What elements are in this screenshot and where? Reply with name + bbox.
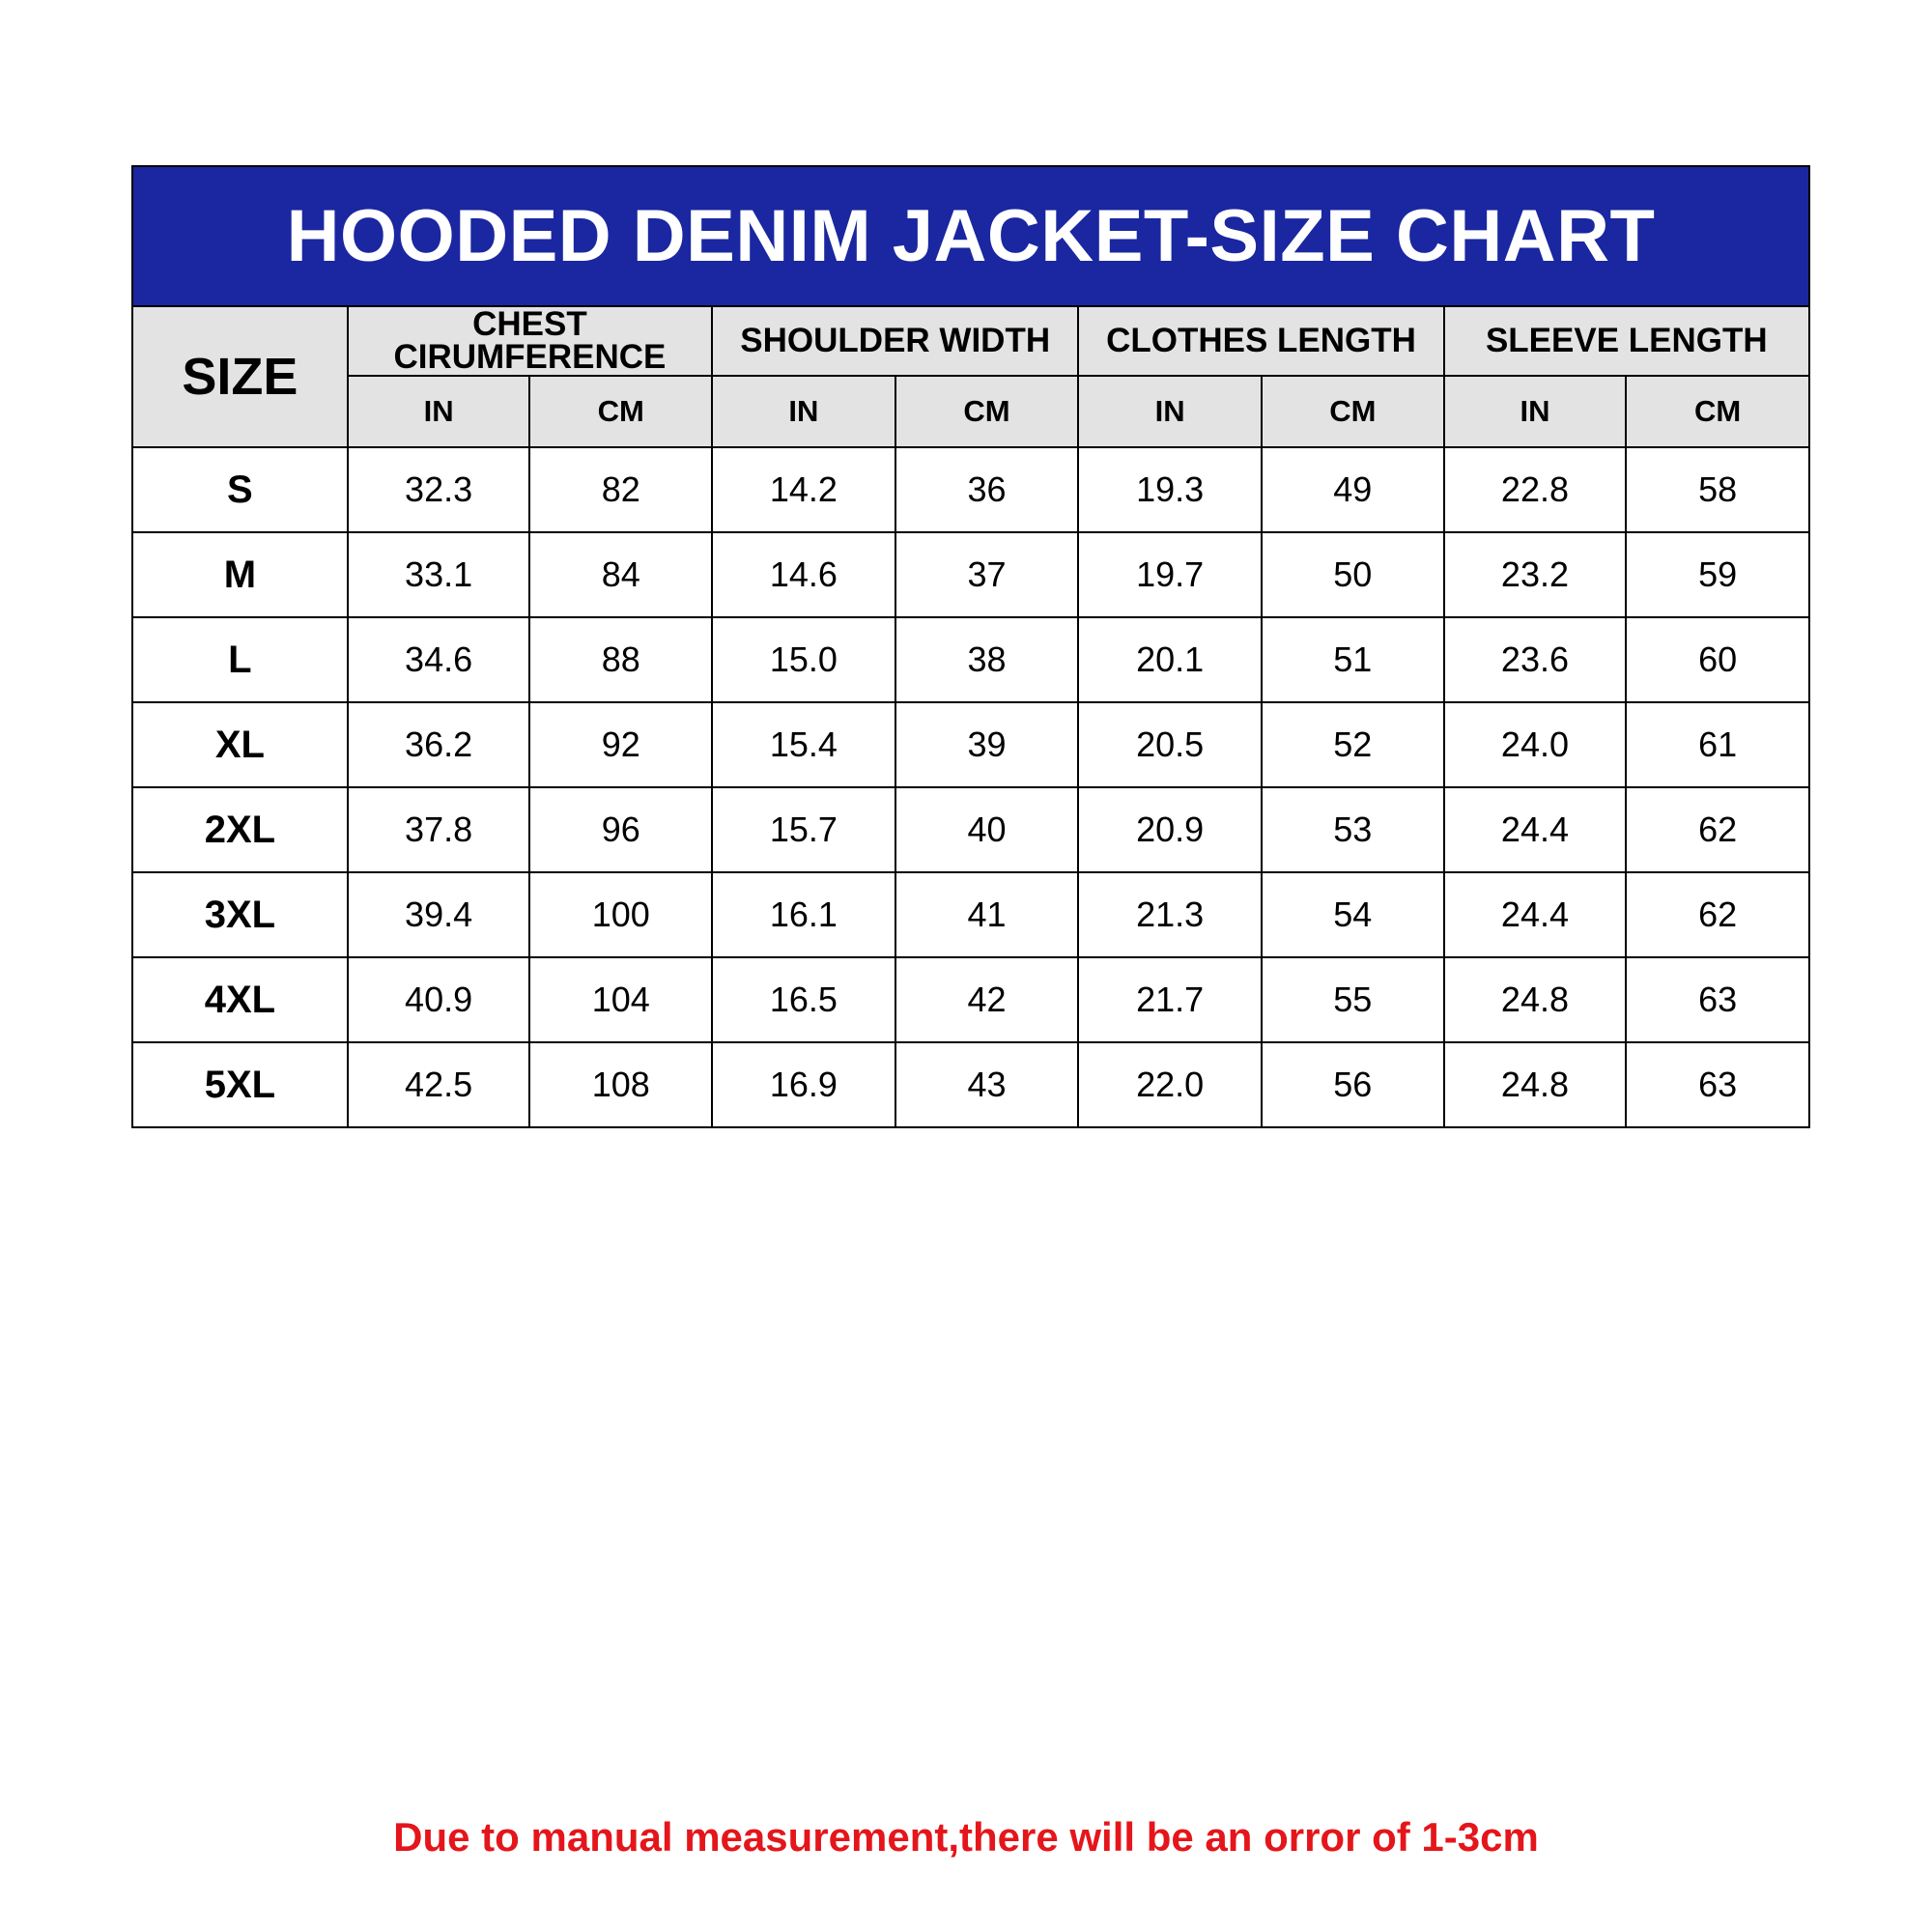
chest-header <box>348 306 712 376</box>
shoulder-in-cell: 14.2 <box>712 447 895 532</box>
size-chart <box>131 165 1810 1128</box>
shoulder-in-cell: 15.0 <box>712 617 895 702</box>
header-row-units <box>132 376 1809 447</box>
table-row <box>132 702 1809 787</box>
table-row <box>132 957 1809 1042</box>
chest-in-cell: 34.6 <box>348 617 530 702</box>
clothes-length-header: CLOTHES LENGTH <box>1078 306 1443 376</box>
size-cell: S <box>132 447 348 532</box>
sleeve-length-header: SLEEVE LENGTH <box>1444 306 1809 376</box>
shoulder-in-cell: 16.5 <box>712 957 895 1042</box>
size-cell: L <box>132 617 348 702</box>
sleeve-cm-cell: 62 <box>1626 787 1809 872</box>
chest-header-line2: CIRUMFERENCE <box>393 338 667 376</box>
chest-in-cell: 37.8 <box>348 787 530 872</box>
sleeve-cm-cell: 62 <box>1626 872 1809 957</box>
clothes-in-header: IN <box>1078 376 1262 447</box>
sleeve-cm-cell: 58 <box>1626 447 1809 532</box>
chest-cm-cell: 88 <box>529 617 712 702</box>
size-cell: 2XL <box>132 787 348 872</box>
chest-cm-cell: 96 <box>529 787 712 872</box>
chart-title: HOODED DENIM JACKET-SIZE CHART <box>131 165 1810 305</box>
chest-cm-cell: 92 <box>529 702 712 787</box>
shoulder-in-cell: 15.7 <box>712 787 895 872</box>
chest-in-cell: 42.5 <box>348 1042 530 1127</box>
shoulder-cm-cell: 42 <box>895 957 1079 1042</box>
sleeve-in-cell: 24.4 <box>1444 787 1627 872</box>
measurement-note: Due to manual measurement,there will be an orror of 1-3cm <box>393 1814 1539 1860</box>
shoulder-cm-cell: 41 <box>895 872 1079 957</box>
size-header: SIZE <box>132 306 348 447</box>
size-cell: XL <box>132 702 348 787</box>
sleeve-cm-cell: 60 <box>1626 617 1809 702</box>
chest-cm-cell: 108 <box>529 1042 712 1127</box>
size-cell: 5XL <box>132 1042 348 1127</box>
shoulder-header: SHOULDER WIDTH <box>712 306 1078 376</box>
clothes-cm-header: CM <box>1262 376 1444 447</box>
chest-in-cell: 40.9 <box>348 957 530 1042</box>
chest-in-cell: 33.1 <box>348 532 530 617</box>
clothes-cm-cell: 51 <box>1262 617 1444 702</box>
sleeve-in-cell: 24.8 <box>1444 1042 1627 1127</box>
clothes-in-cell: 20.5 <box>1078 702 1262 787</box>
sleeve-in-header: IN <box>1444 376 1627 447</box>
clothes-in-cell: 22.0 <box>1078 1042 1262 1127</box>
table-row <box>132 532 1809 617</box>
chest-header-line1: CHEST <box>472 305 587 343</box>
size-cell: 4XL <box>132 957 348 1042</box>
sleeve-cm-cell: 61 <box>1626 702 1809 787</box>
chest-in-cell: 39.4 <box>348 872 530 957</box>
shoulder-cm-header: CM <box>895 376 1079 447</box>
shoulder-in-cell: 14.6 <box>712 532 895 617</box>
clothes-cm-cell: 53 <box>1262 787 1444 872</box>
shoulder-cm-cell: 37 <box>895 532 1079 617</box>
sleeve-in-cell: 22.8 <box>1444 447 1627 532</box>
sleeve-in-cell: 24.4 <box>1444 872 1627 957</box>
shoulder-in-header: IN <box>712 376 895 447</box>
size-cell: 3XL <box>132 872 348 957</box>
chest-in-header: IN <box>348 376 530 447</box>
shoulder-cm-cell: 43 <box>895 1042 1079 1127</box>
sleeve-cm-header: CM <box>1626 376 1809 447</box>
size-table <box>131 305 1810 1128</box>
clothes-cm-cell: 49 <box>1262 447 1444 532</box>
sleeve-in-cell: 24.8 <box>1444 957 1627 1042</box>
chest-cm-cell: 82 <box>529 447 712 532</box>
clothes-cm-cell: 52 <box>1262 702 1444 787</box>
shoulder-in-cell: 15.4 <box>712 702 895 787</box>
clothes-cm-cell: 50 <box>1262 532 1444 617</box>
shoulder-cm-cell: 36 <box>895 447 1079 532</box>
chest-cm-cell: 100 <box>529 872 712 957</box>
clothes-in-cell: 21.3 <box>1078 872 1262 957</box>
table-row <box>132 787 1809 872</box>
shoulder-in-cell: 16.9 <box>712 1042 895 1127</box>
shoulder-cm-cell: 39 <box>895 702 1079 787</box>
sleeve-in-cell: 24.0 <box>1444 702 1627 787</box>
header-row-groups <box>132 306 1809 376</box>
clothes-in-cell: 21.7 <box>1078 957 1262 1042</box>
chest-cm-cell: 104 <box>529 957 712 1042</box>
sleeve-in-cell: 23.2 <box>1444 532 1627 617</box>
shoulder-cm-cell: 40 <box>895 787 1079 872</box>
sleeve-cm-cell: 59 <box>1626 532 1809 617</box>
shoulder-cm-cell: 38 <box>895 617 1079 702</box>
clothes-cm-cell: 54 <box>1262 872 1444 957</box>
table-row <box>132 872 1809 957</box>
chest-in-cell: 36.2 <box>348 702 530 787</box>
clothes-cm-cell: 56 <box>1262 1042 1444 1127</box>
sleeve-cm-cell: 63 <box>1626 1042 1809 1127</box>
chest-cm-header: CM <box>529 376 712 447</box>
chest-cm-cell: 84 <box>529 532 712 617</box>
sleeve-in-cell: 23.6 <box>1444 617 1627 702</box>
chest-in-cell: 32.3 <box>348 447 530 532</box>
clothes-cm-cell: 55 <box>1262 957 1444 1042</box>
shoulder-in-cell: 16.1 <box>712 872 895 957</box>
clothes-in-cell: 19.3 <box>1078 447 1262 532</box>
sleeve-cm-cell: 63 <box>1626 957 1809 1042</box>
clothes-in-cell: 19.7 <box>1078 532 1262 617</box>
clothes-in-cell: 20.1 <box>1078 617 1262 702</box>
size-cell: M <box>132 532 348 617</box>
table-row <box>132 617 1809 702</box>
clothes-in-cell: 20.9 <box>1078 787 1262 872</box>
table-row <box>132 447 1809 532</box>
table-row <box>132 1042 1809 1127</box>
